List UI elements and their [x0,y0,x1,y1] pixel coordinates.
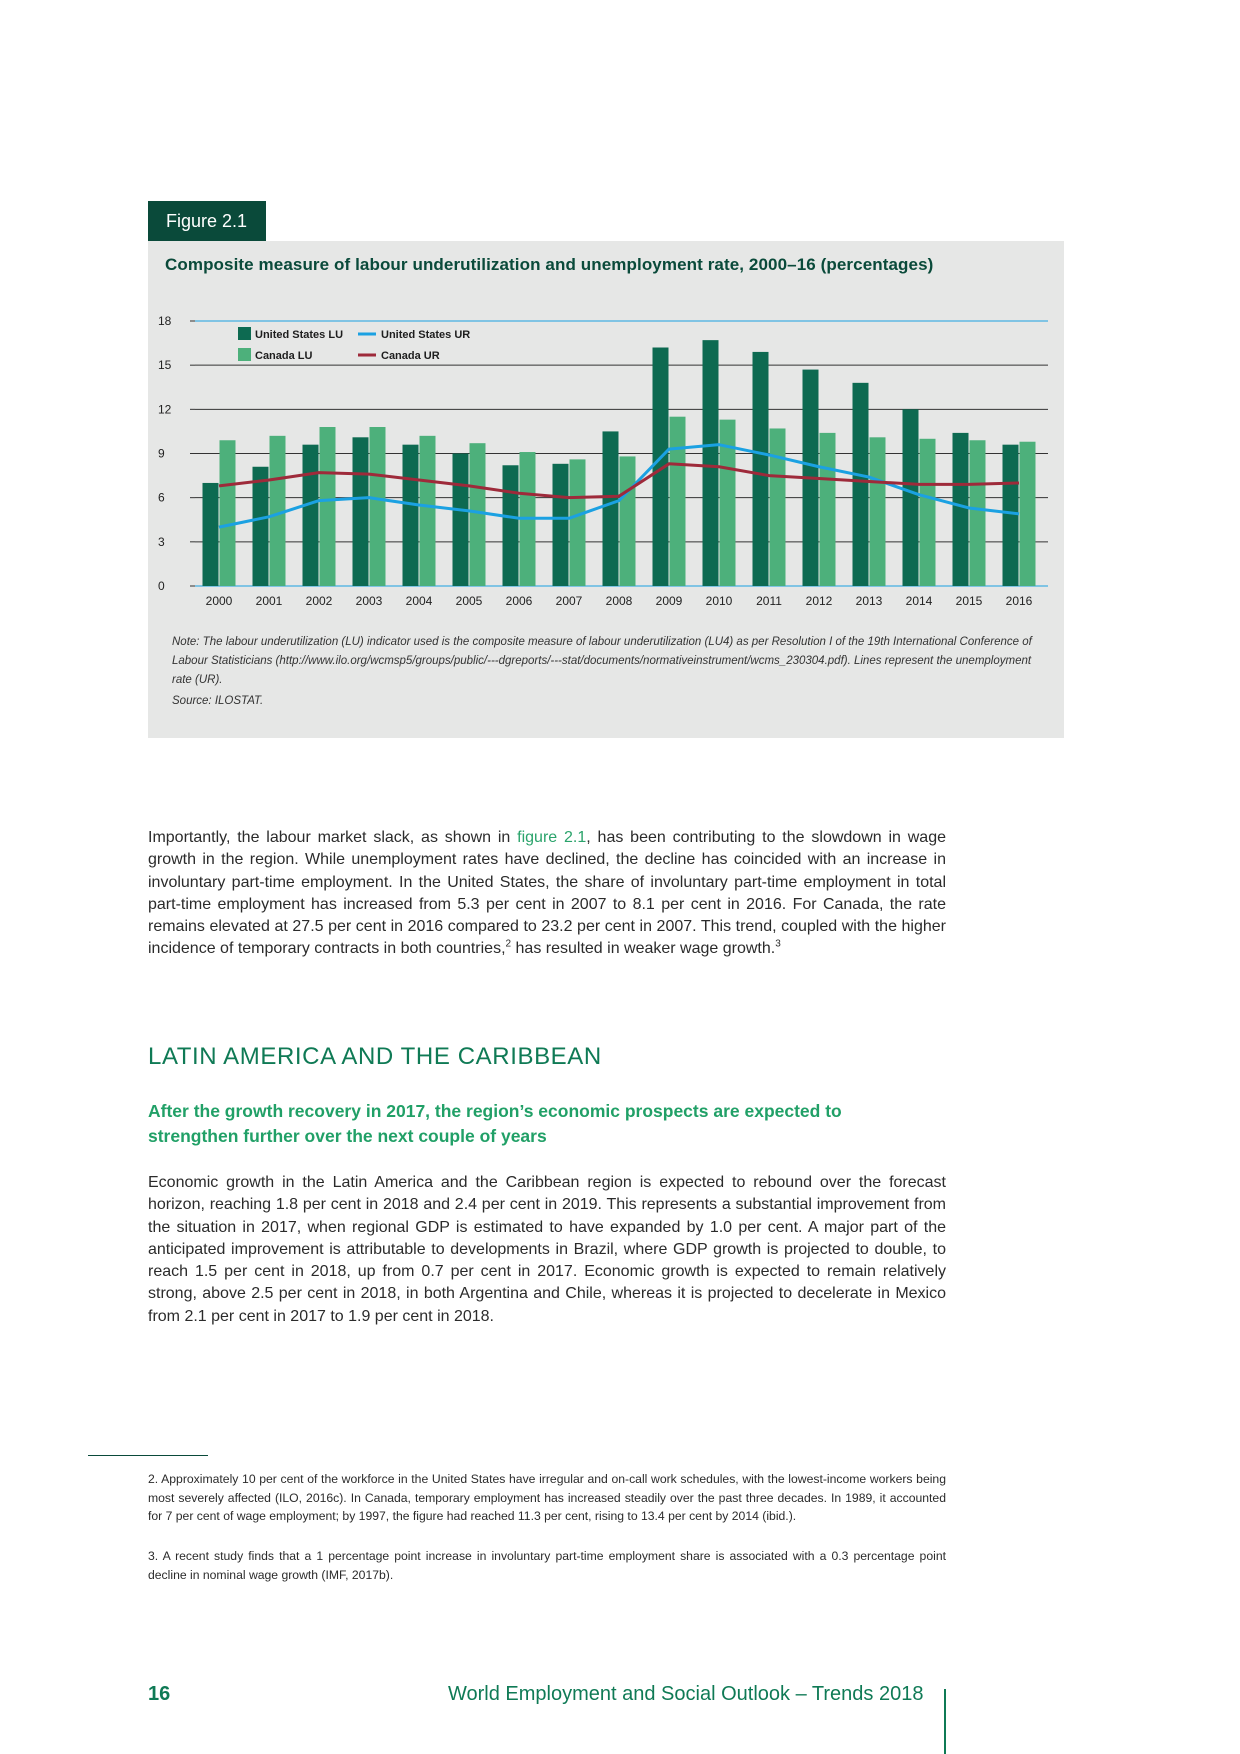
bar-us-lu [503,465,519,586]
bar-us-lu [203,483,219,586]
x-tick-label: 2011 [756,594,782,608]
bar-us-lu [353,437,369,586]
line-canada-ur [219,464,1019,498]
x-tick-label: 2010 [705,594,733,608]
legend-label: United States UR [381,329,471,341]
section-heading: LATIN AMERICA AND THE CARIBBEAN [148,1043,602,1070]
bar-canada-lu [470,443,486,586]
footnote-ref[interactable]: 2 [505,939,512,951]
y-tick-label: 15 [158,358,172,373]
bar-us-lu [603,431,619,586]
y-tick-label: 3 [158,534,165,549]
bar-us-lu [903,409,919,586]
x-tick-label: 2001 [255,594,283,608]
figure-label: Figure 2.1 [148,201,266,241]
bar-canada-lu [370,427,386,586]
figure-source: Source: ILOSTAT. [172,695,264,707]
bar-canada-lu [220,440,236,586]
y-tick-label: 0 [158,579,165,593]
legend-swatch [238,348,251,361]
x-tick-label: 2009 [655,594,683,608]
body-paragraph-1 [148,827,946,961]
figure-panel [148,241,1064,738]
bar-us-lu [703,340,719,586]
figure-title: Composite measure of labour underutilization and unemployment rate, 2000–16 (percentages) [165,255,934,274]
legend-swatch [238,327,251,340]
bar-canada-lu [420,436,436,586]
bar-canada-lu [870,437,886,586]
running-title: World Employment and Social Outlook – Trends 2018 [448,1683,924,1705]
x-tick-label: 2006 [505,594,533,608]
legend-label: Canada UR [381,350,440,362]
x-tick-label: 2014 [905,594,933,608]
y-tick-label: 6 [158,490,165,505]
x-tick-label: 2002 [305,594,333,608]
x-tick-label: 2013 [855,594,883,608]
bar-us-lu [1003,445,1019,586]
x-tick-label: 2012 [805,594,833,608]
bar-canada-lu [1020,442,1036,586]
bar-canada-lu [920,439,936,586]
x-tick-label: 2003 [355,594,383,608]
paragraph-text: , has been contributing to the slowdown in wage growth in the region. While unemployment rates have declined, the decline has coincided with an increase in involuntary part-time employment. In the United States, the share of involuntary part-time employment in total part-time employment has increased from 5.3 per cent in 2007 to 8.1 per cent in 2016. For Canada, the rate remains elevated at 27.5 per cent in 2016 compared to 23.2 per cent in 2007. This trend, coupled with the higher incidence of temporary contracts in both countries, [148,829,947,958]
bar-canada-lu [820,433,836,586]
x-tick-label: 2008 [605,594,633,608]
paragraph-text: has resulted in weaker wage growth. [511,940,776,958]
bar-us-lu [403,445,419,586]
body-paragraph-2: Economic growth in the Latin America and the Caribbean region is expected to rebound over the forecast horizon, reaching 1.8 per cent in 2018 and 2.4 per cent in 2019. This represents a substantial improvement from the situation in 2017, when regional GDP is estimated to have expanded by 1.0 per cent. A major part of the anticipated improvement is attributable to developments in Brazil, where GDP growth is projected to double, to reach 1.5 per cent in 2018, up from 0.7 per cent in 2017. Economic growth is expected to remain relatively strong, above 2.5 per cent in 2018, in both Argentina and Chile, whereas it is projected to decelerate in Mexico from 2.1 per cent in 2017 to 1.9 per cent in 2018. [148,1174,946,1325]
bar-us-lu [253,467,269,586]
x-tick-label: 2015 [955,594,983,608]
section-subheading: After the growth recovery in 2017, the region’s economic prospects are expected to strengthen further over the next couple of years [148,1101,842,1146]
footnote-ref[interactable]: 3 [775,939,781,951]
bar-canada-lu [970,440,986,586]
bar-us-lu [553,464,569,586]
footnote-divider [88,1455,208,1456]
line-us-ur [219,445,1019,527]
bar-us-lu [753,352,769,586]
footnote-2: 2. Approximately 10 per cent of the workforce in the United States have irregular and on-call work schedules, with the lowest-income workers being most severely affected (ILO, 2016c). In Canada, temporary employment has increased steadily over the past three decades. In 1989, it accounted for 7 per cent of wage employment; by 1997, the figure had reached 11.3 per cent, rising to 13.4 per cent by 2014 (ibid.). [148,1472,946,1524]
figure-link[interactable]: figure 2.1 [517,829,587,846]
x-tick-label: 2005 [455,594,483,608]
x-tick-label: 2000 [205,594,233,608]
y-tick-label: 18 [158,314,172,328]
footer-divider [944,1689,946,1754]
legend-label: Canada LU [255,350,313,362]
page-number: 16 [148,1683,171,1705]
paragraph-text: Importantly, the labour market slack, as shown in [148,829,518,846]
x-tick-label: 2004 [405,594,433,608]
footnote-3: 3. A recent study finds that a 1 percentage point increase in involuntary part-time employment share is associated with a 0.3 percentage point decline in nominal wage growth (IMF, 2017b). [148,1549,946,1582]
bar-canada-lu [320,427,336,586]
bar-canada-lu [670,417,686,586]
y-tick-label: 12 [158,402,172,417]
bar-canada-lu [770,428,786,586]
x-tick-label: 2007 [555,594,583,608]
bar-us-lu [953,433,969,586]
x-tick-label: 2016 [1005,594,1033,608]
bar-canada-lu [620,456,636,586]
bar-us-lu [303,445,319,586]
bar-us-lu [453,454,469,587]
bar-us-lu [853,383,869,586]
legend-label: United States LU [255,329,344,341]
bar-canada-lu [570,459,586,586]
figure-note: Note: The labour underutilization (LU) indicator used is the composite measure of labour underutilization (LU4) as per Resolution I of the 19th International Conference of Labour Statisticians (http://www.ilo.org/wcmsp5/groups/public/---dgreports/---stat/documents/normativeinstrument/wcms_230304.pdf). Lines represent the unemployment rate (UR). [172,636,1032,686]
y-tick-label: 9 [158,446,165,461]
